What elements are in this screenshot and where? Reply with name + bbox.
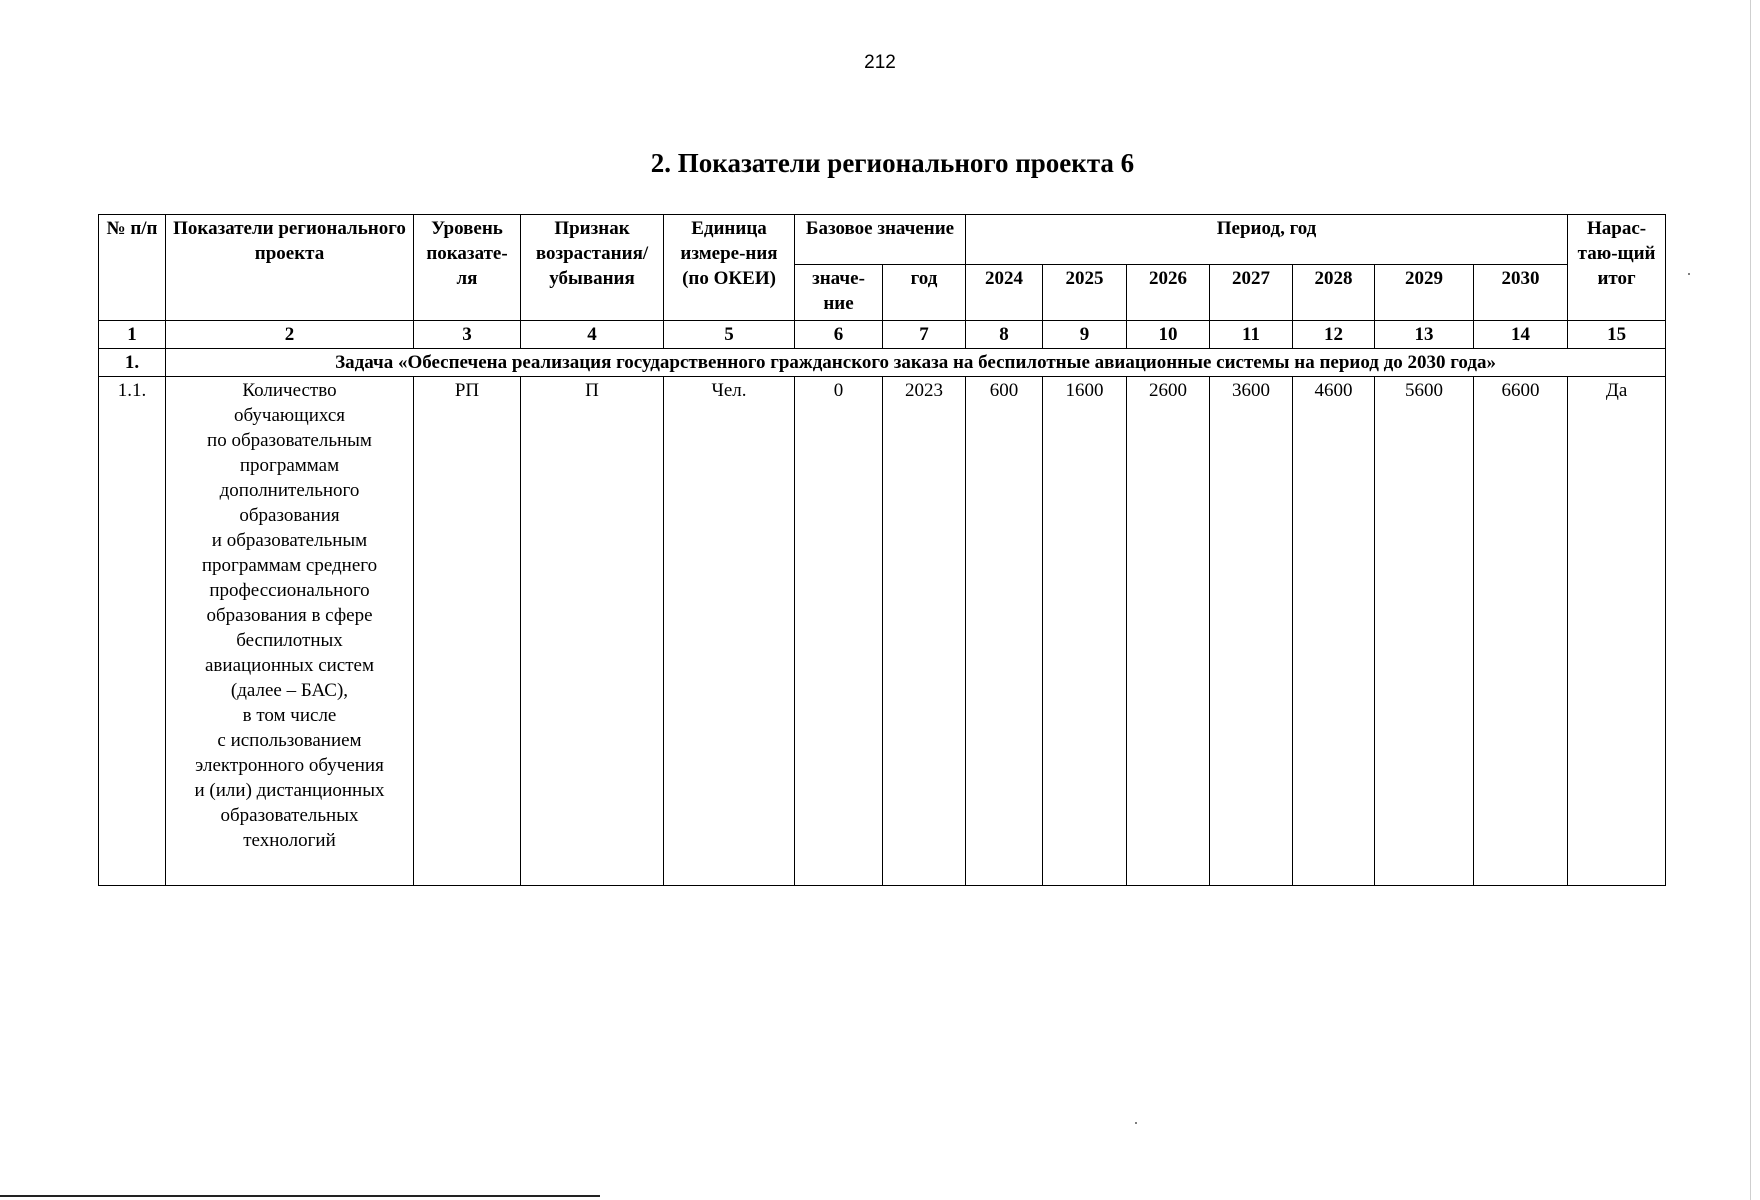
header-year: 2024 (966, 265, 1043, 321)
column-number: 11 (1210, 321, 1293, 349)
document-title: 2. Показатели регионального проекта 6 (650, 148, 1135, 178)
column-number: 12 (1293, 321, 1375, 349)
indicator-name: Количество обучающихся по образовательным программам дополнительного образования и образовательным программам среднего профессионального образования в сфере беспилотных авиационных систем (далее – БАС), в том числе с использованием электронного обучения и (или) дистанционных образовательных технологий (166, 377, 414, 886)
header-year: 2029 (1375, 265, 1474, 321)
column-number: 14 (1474, 321, 1568, 349)
header-row-1 (99, 215, 1666, 265)
header-year: 2026 (1127, 265, 1210, 321)
header-trend: Признак возрастания/ убывания (521, 215, 664, 321)
base-year: 2023 (883, 377, 966, 886)
task-number: 1. (99, 349, 166, 377)
header-cumulative: Нарас-таю-щий итог (1568, 215, 1666, 321)
header-year: 2025 (1043, 265, 1127, 321)
column-number: 6 (795, 321, 883, 349)
column-number: 3 (414, 321, 521, 349)
year-value: 3600 (1210, 377, 1293, 886)
header-year: 2028 (1293, 265, 1375, 321)
page-number: 212 (864, 52, 896, 73)
cumulative-total: Да (1568, 377, 1666, 886)
scan-artifact-edge (1750, 0, 1751, 1200)
year-value: 6600 (1474, 377, 1568, 886)
header-indicator: Показатели регионального проекта (166, 215, 414, 321)
column-number: 4 (521, 321, 664, 349)
indicator-level: РП (414, 377, 521, 886)
column-number: 8 (966, 321, 1043, 349)
base-value: 0 (795, 377, 883, 886)
column-number: 7 (883, 321, 966, 349)
column-number: 5 (664, 321, 795, 349)
year-value: 5600 (1375, 377, 1474, 886)
header-base-value: значе-ние (795, 265, 883, 321)
indicators-table (98, 214, 1666, 886)
header-base-group: Базовое значение (795, 215, 966, 265)
year-value: 600 (966, 377, 1043, 886)
column-number: 2 (166, 321, 414, 349)
column-number: 9 (1043, 321, 1127, 349)
header-base-year: год (883, 265, 966, 321)
header-unit: Единица измере-ния (по ОКЕИ) (664, 215, 795, 321)
column-number: 13 (1375, 321, 1474, 349)
scan-speck (1135, 1122, 1137, 1124)
year-value: 2600 (1127, 377, 1210, 886)
header-level: Уровень показате-ля (414, 215, 521, 321)
header-period-group: Период, год (966, 215, 1568, 265)
task-row (99, 349, 1666, 377)
header-year: 2030 (1474, 265, 1568, 321)
header-num: № п/п (99, 215, 166, 321)
year-value: 1600 (1043, 377, 1127, 886)
column-number-row (99, 321, 1666, 349)
indicator-trend: П (521, 377, 664, 886)
header-year: 2027 (1210, 265, 1293, 321)
row-number: 1.1. (99, 377, 166, 886)
task-text: Задача «Обеспечена реализация государственного гражданского заказа на беспилотные авиационные системы на период до 2030 года» (166, 349, 1666, 377)
scan-artifact-line (0, 1195, 600, 1197)
scan-speck (1688, 273, 1690, 275)
year-value: 4600 (1293, 377, 1375, 886)
column-number: 15 (1568, 321, 1666, 349)
indicator-unit: Чел. (664, 377, 795, 886)
table-row (99, 377, 1666, 886)
column-number: 10 (1127, 321, 1210, 349)
column-number: 1 (99, 321, 166, 349)
